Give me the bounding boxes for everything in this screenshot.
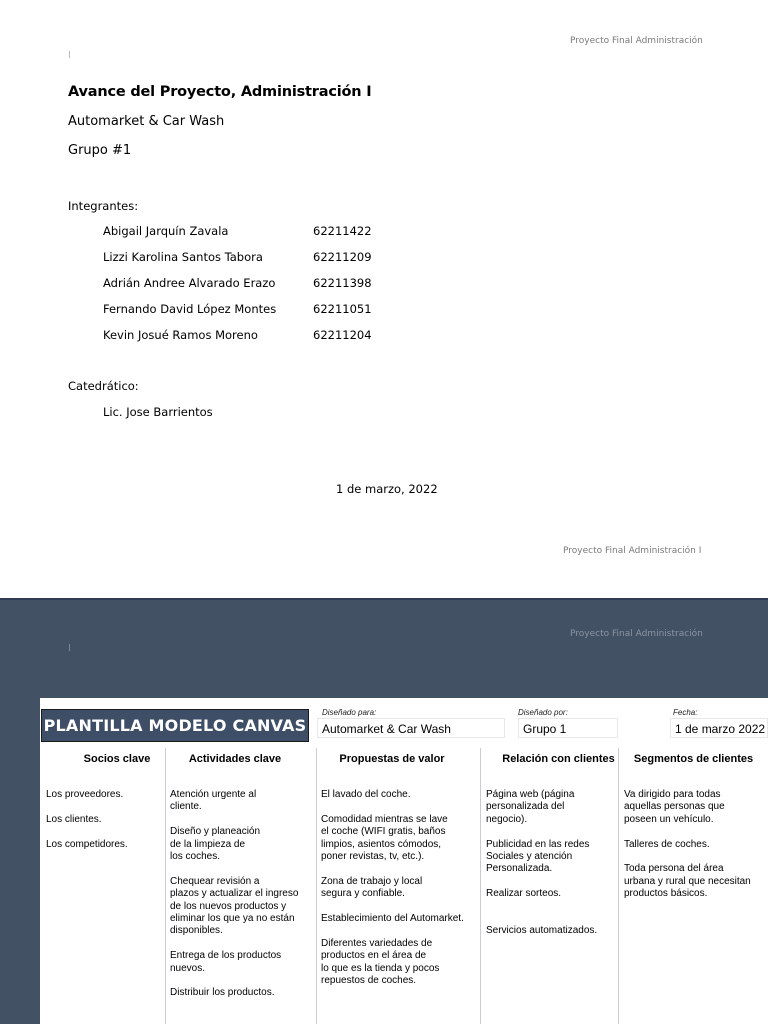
member-name: Lizzi Karolina Santos Tabora — [103, 250, 263, 264]
canvas-title: PLANTILLA MODELO CANVAS — [41, 709, 309, 742]
list-item: Chequear revisión a plazos y actualizar el ingreso de los nuevos productos y eliminar los que ya no están disponibles. — [170, 875, 299, 937]
list-item: Publicidad en las redes Sociales y atención Personalizada. — [486, 838, 590, 875]
member-name: Adrián Andree Alvarado Erazo — [103, 276, 276, 290]
list-item: Los proveedores. — [46, 789, 124, 800]
text-cursor-mark — [69, 51, 70, 58]
list-item: El lavado del coche. — [321, 789, 411, 800]
member-id: 62211422 — [313, 224, 372, 238]
column-divider — [316, 748, 317, 1024]
list-item: Página web (página personalizada del negocio). — [486, 789, 575, 825]
page-header: Proyecto Final Administración — [570, 36, 703, 46]
member-id: 62211209 — [313, 250, 372, 264]
page-separator — [0, 598, 768, 600]
members-label: Integrantes: — [68, 199, 139, 213]
list-item: Realizar sorteos. — [486, 888, 562, 900]
member-name: Fernando David López Montes — [103, 302, 277, 316]
group-name: Grupo #1 — [68, 143, 132, 158]
document-page-2 — [0, 598, 768, 1024]
list-item: Talleres de coches. — [624, 838, 710, 850]
column-divider — [480, 748, 481, 1024]
designed-for-field: Automarket & Car Wash — [317, 718, 505, 738]
member-id: 62211051 — [313, 302, 372, 316]
list-item: Toda persona del área urbana y rural que necesitan productos básicos. — [624, 863, 751, 900]
list-item: Distribuir los productos. — [170, 987, 275, 999]
date-label: Fecha: — [673, 708, 698, 717]
member-id: 62211398 — [313, 276, 372, 290]
list-item: Comodidad mientras se lave el coche (WIFI gratis, baños limpios, asientos cómodos, poner revistas, tv, etc.). — [321, 813, 448, 863]
designed-by-field: Grupo 1 — [518, 718, 618, 738]
list-item: Zona de trabajo y local segura y confiable. — [321, 875, 423, 900]
segmentos-de-clientes-content — [624, 789, 768, 913]
list-item: Diferentes variedades de productos en el área de lo que es la tienda y pocos repuestos de coches. — [321, 937, 440, 987]
column-header-actividades-clave: Actividades clave — [188, 753, 282, 765]
list-item: Entrega de los productos nuevos. — [170, 950, 282, 974]
socios-clave-content — [46, 789, 164, 863]
page-header: Proyecto Final Administración — [570, 629, 703, 639]
column-divider — [165, 748, 166, 1024]
teacher-name: Lic. Jose Barrientos — [103, 405, 213, 419]
list-item: Va dirigido para todas aquellas personas que poseen un vehículo. — [624, 789, 725, 825]
designed-by-label: Diseñado por: — [518, 708, 568, 717]
date-field: 1 de marzo 2022 — [670, 718, 768, 738]
relacion-con-clientes-content — [486, 789, 617, 950]
list-item: Los competidores. — [46, 838, 128, 850]
actividades-clave-content — [170, 789, 315, 1012]
member-id: 62211204 — [313, 328, 372, 342]
document-date: 1 de marzo, 2022 — [336, 482, 438, 496]
list-item: Establecimiento del Automarket. — [321, 913, 464, 925]
designed-for-label: Diseñado para: — [322, 708, 377, 717]
propuestas-de-valor-content — [321, 789, 479, 1000]
list-item: Diseño y planeación de la limpieza de los coches. — [170, 826, 261, 863]
member-name: Abigail Jarquín Zavala — [103, 224, 229, 238]
column-header-propuestas-de-valor: Propuestas de valor — [339, 753, 445, 765]
column-header-relacion-con-clientes: Relación con clientes — [502, 753, 615, 765]
list-item: Atención urgente al cliente. — [170, 789, 257, 813]
column-header-segmentos-de-clientes: Segmentos de clientes — [633, 753, 754, 765]
list-item: Los clientes. — [46, 813, 102, 825]
member-name: Kevin Josué Ramos Moreno — [103, 328, 258, 342]
column-divider — [618, 748, 619, 1024]
page-footer: Proyecto Final Administración I — [563, 546, 702, 556]
text-cursor-mark — [69, 644, 70, 651]
column-header-socios-clave: Socios clave — [83, 753, 151, 765]
company-name: Automarket & Car Wash — [68, 114, 225, 129]
teacher-label: Catedrático: — [68, 379, 139, 393]
document-title: Avance del Proyecto, Administración I — [68, 84, 372, 100]
business-model-canvas — [40, 698, 768, 1024]
list-item: Servicios automatizados. — [486, 925, 598, 937]
